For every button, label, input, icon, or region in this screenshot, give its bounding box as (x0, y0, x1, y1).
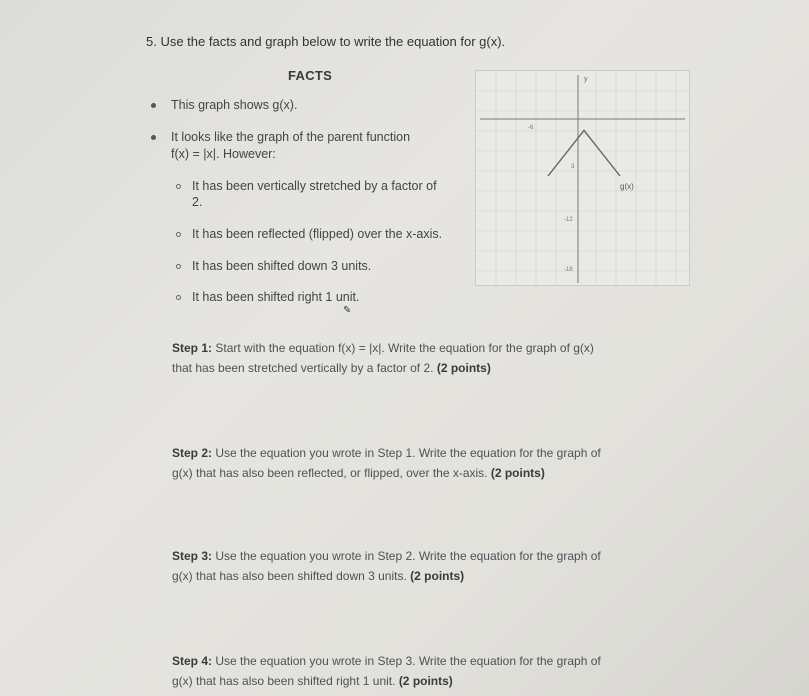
step-label: Step 1: (172, 341, 213, 355)
fact-bullet: f(x) = |x|. However: (171, 147, 276, 161)
tick-label: -18 (564, 267, 573, 273)
step-text: that has been stretched vertically by a factor of 2. (172, 361, 434, 375)
step-4 (172, 651, 652, 691)
step-text: Use the equation you wrote in Step 3. Write the equation for the graph of (215, 654, 601, 668)
curve-label: g(x) (620, 182, 634, 191)
g-of-x-line (548, 130, 620, 176)
step-3 (172, 546, 652, 586)
step-points: (2 points) (436, 361, 491, 375)
question-title: 5. Use the facts and graph below to write the equation for g(x). (146, 34, 506, 49)
step-label: Step 3: (172, 549, 213, 563)
step-text: g(x) that has also been shifted down 3 units. (172, 569, 407, 583)
sub-bullet-marker (176, 264, 181, 269)
step-points: (2 points) (410, 569, 465, 583)
tick-label: 3 (571, 164, 575, 170)
fact-sub-bullet: It has been vertically stretched by a factor of (192, 179, 437, 193)
bullet-dot (151, 135, 156, 140)
fact-bullet: This graph shows g(x). (171, 98, 298, 112)
pen-cursor-icon: ✎ (343, 305, 352, 316)
sub-bullet-marker (176, 295, 181, 300)
step-label: Step 4: (172, 654, 213, 668)
step-text: Start with the equation f(x) = |x|. Write the equation for the graph of g(x) (215, 341, 594, 355)
step-2 (172, 443, 652, 483)
grid-lines (476, 71, 689, 285)
fact-sub-bullet: It has been reflected (flipped) over the x-axis. (192, 227, 443, 241)
step-1 (172, 338, 652, 378)
step-points: (2 points) (490, 466, 545, 480)
bullet-dot (151, 103, 156, 108)
facts-heading: FACTS (288, 68, 333, 83)
sub-bullet-marker (176, 184, 181, 189)
step-label: Step 2: (172, 446, 213, 460)
y-axis-label: y (584, 76, 588, 83)
step-points: (2 points) (398, 674, 453, 688)
graph-svg (476, 71, 689, 285)
fact-sub-bullet: 2. (192, 195, 203, 209)
tick-label: -6 (528, 125, 534, 131)
step-text: Use the equation you wrote in Step 2. Write the equation for the graph of (215, 549, 601, 563)
step-text: Use the equation you wrote in Step 1. Write the equation for the graph of (215, 446, 601, 460)
step-text: g(x) that has also been shifted right 1 unit. (172, 674, 396, 688)
fact-sub-bullet: It has been shifted right 1 unit. (192, 290, 360, 304)
graph-panel (475, 70, 690, 286)
fact-bullet: It looks like the graph of the parent function (171, 130, 411, 144)
sub-bullet-marker (176, 232, 181, 237)
tick-label: -12 (564, 217, 573, 223)
fact-sub-bullet: It has been shifted down 3 units. (192, 259, 372, 273)
step-text: g(x) that has also been reflected, or flipped, over the x-axis. (172, 466, 488, 480)
